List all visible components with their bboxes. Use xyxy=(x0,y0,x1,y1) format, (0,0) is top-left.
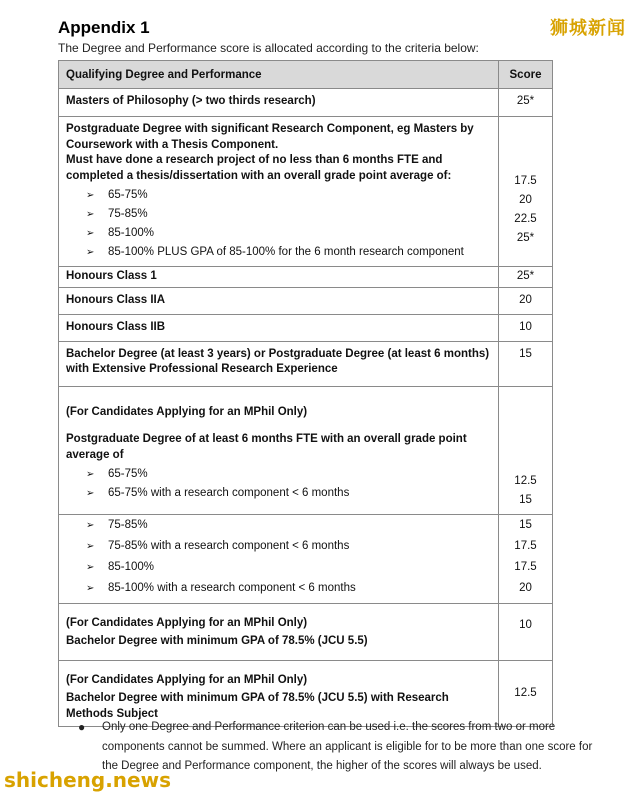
row-title: Masters of Philosophy (> two thirds research) xyxy=(66,95,316,107)
row-score: 15 xyxy=(519,493,532,506)
row-score-stack xyxy=(499,117,553,267)
row-score: 20 xyxy=(519,194,532,206)
table-row xyxy=(59,89,553,117)
row-score: 22.5 xyxy=(514,213,537,225)
row-title: Honours Class IIB xyxy=(66,320,166,333)
criteria-table xyxy=(58,60,553,727)
row-note: (For Candidates Applying for an MPhil Only) xyxy=(66,673,308,686)
list-item: ➢ 85-100% with a research component < 6 months xyxy=(66,578,492,599)
arrow-bullet-icon: ➢ xyxy=(86,488,95,499)
list-item: ➢ 85-100% xyxy=(66,557,492,578)
row-title: Bachelor Degree with minimum GPA of 78.5% (JCU 5.5) xyxy=(66,635,368,647)
list-item: ➢ 65-75% with a research component < 6 months xyxy=(66,484,492,503)
criteria-list xyxy=(66,186,492,262)
row-score: 12.5 xyxy=(514,474,537,487)
table-row xyxy=(59,660,553,727)
table-row xyxy=(59,386,553,514)
table-row xyxy=(59,267,553,288)
list-item: ➢ 75-85% xyxy=(66,515,492,536)
row-title: Honours Class 1 xyxy=(66,270,157,282)
row-note: (For Candidates Applying for an MPhil Only) xyxy=(66,616,308,629)
row-score: 17.5 xyxy=(514,560,537,573)
row-score: 25* xyxy=(499,89,553,117)
row-title: Bachelor Degree (at least 3 years) or Postgraduate Degree (at least 6 months) with Extensive Professional Research Experience xyxy=(66,347,490,375)
table-row xyxy=(59,514,553,603)
arrow-bullet-icon: ➢ xyxy=(86,190,95,201)
intro-text: The Degree and Performance score is allocated according to the criteria below: xyxy=(58,41,479,55)
row-score: 10 xyxy=(499,314,553,341)
row-title: Bachelor Degree with minimum GPA of 78.5% (JCU 5.5) with Research Methods Subject xyxy=(66,692,449,720)
row-score: 15 xyxy=(499,341,553,386)
arrow-bullet-icon: ➢ xyxy=(86,209,95,220)
row-score-stack xyxy=(499,514,553,603)
header-degree: Qualifying Degree and Performance xyxy=(59,61,499,89)
row-score: 17.5 xyxy=(514,175,537,187)
row-score: 20 xyxy=(499,287,553,314)
arrow-bullet-icon: ➢ xyxy=(86,561,95,573)
header-score: Score xyxy=(499,61,553,89)
table-row xyxy=(59,314,553,341)
criteria-list xyxy=(66,515,492,599)
list-item: ➢ 65-75% xyxy=(66,186,492,205)
arrow-bullet-icon: ➢ xyxy=(86,247,95,258)
row-score: 15 xyxy=(519,518,532,531)
footnote-text: Only one Degree and Performance criterion can be used i.e. the scores from two or more components cannot be summed. Where an applicant is eligible for to be more than one score for the Degree and Performance component, the higher of the scores will always be used. xyxy=(102,721,593,772)
row-score: 25* xyxy=(516,232,535,244)
bullet-dot-icon: ● xyxy=(78,720,86,734)
arrow-bullet-icon: ➢ xyxy=(86,582,95,594)
row-score: 12.5 xyxy=(499,660,553,727)
criteria-list xyxy=(66,465,492,503)
row-score: 10 xyxy=(499,603,553,660)
page-title: Appendix 1 xyxy=(58,18,150,37)
row-title-line: Coursework with a Thesis Component. xyxy=(66,138,279,151)
list-item: ➢ 75-85% with a research component < 6 months xyxy=(66,536,492,557)
row-score: 25* xyxy=(499,267,553,288)
row-title-line: Postgraduate Degree with significant Research Component, eg Masters by xyxy=(66,123,474,135)
row-title-line: Must have done a research project of no less than 6 months FTE and xyxy=(66,154,443,166)
row-title: Honours Class IIA xyxy=(66,293,166,306)
site-watermark: shicheng.news xyxy=(4,768,171,792)
row-score-stack xyxy=(499,386,553,514)
row-score: 17.5 xyxy=(514,539,537,552)
table-row xyxy=(59,341,553,386)
table-header-row xyxy=(59,61,553,89)
list-item: ➢ 85-100% PLUS GPA of 85-100% for the 6 month research component xyxy=(66,243,492,262)
row-title-line: completed a thesis/dissertation with an overall grade point average of: xyxy=(66,169,452,182)
table-row xyxy=(59,287,553,314)
arrow-bullet-icon: ➢ xyxy=(86,469,95,480)
logo-watermark: 狮城新闻 xyxy=(550,18,626,39)
list-item: ➢ 75-85% xyxy=(66,205,492,224)
table-row xyxy=(59,117,553,267)
row-score: 20 xyxy=(519,581,532,594)
table-row xyxy=(59,603,553,660)
list-item: ➢ 85-100% xyxy=(66,224,492,243)
arrow-bullet-icon: ➢ xyxy=(86,228,95,239)
arrow-bullet-icon: ➢ xyxy=(86,540,95,552)
list-item: ➢ 65-75% xyxy=(66,465,492,484)
row-title: Postgraduate Degree of at least 6 months FTE with an overall grade point average of xyxy=(66,433,467,461)
row-note: (For Candidates Applying for an MPhil Only) xyxy=(66,405,308,418)
arrow-bullet-icon: ➢ xyxy=(86,519,95,531)
